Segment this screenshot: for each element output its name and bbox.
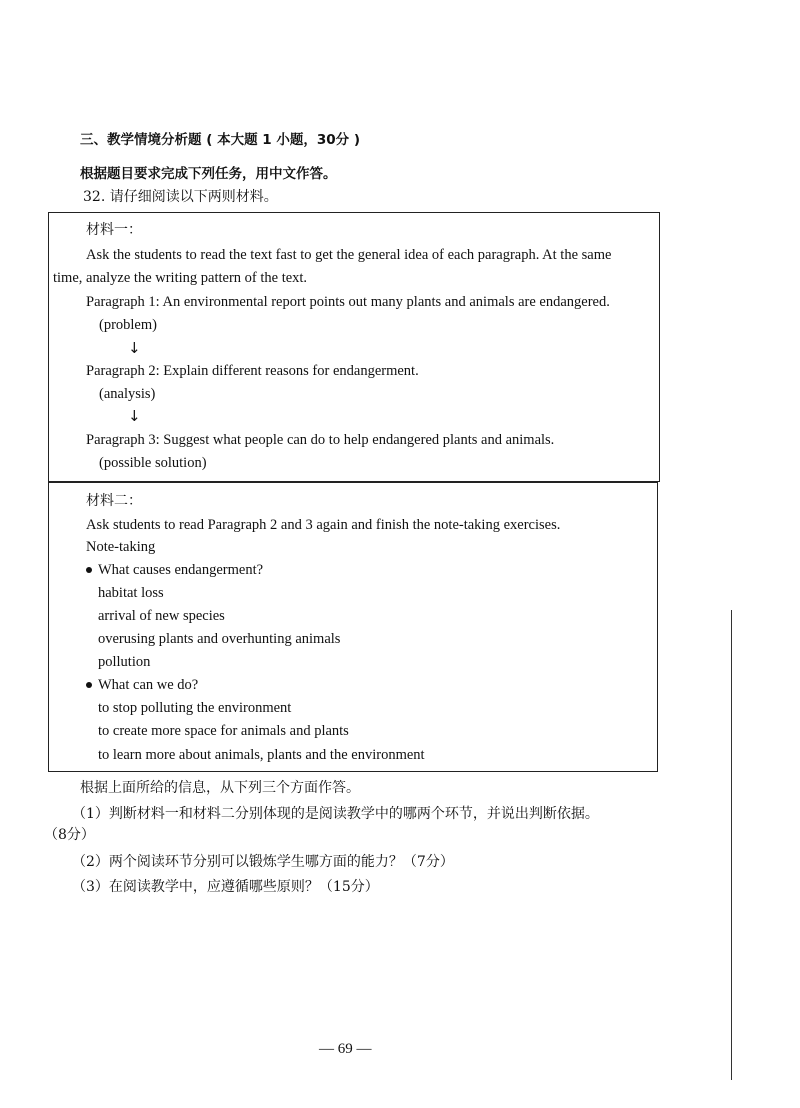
task-one-line1: （1）判断材料一和材料二分别体现的是阅读教学中的哪两个环节，并说出判断依据。 bbox=[72, 806, 599, 822]
cause-item: habitat loss bbox=[98, 585, 164, 601]
material-one-intro-line1: Ask the students to read the text fast to get the general idea of each paragraph. At the same bbox=[86, 247, 612, 263]
question-number-text: 32. 请仔细阅读以下两则材料。 bbox=[83, 189, 278, 205]
task-three: （3）在阅读教学中，应遵循哪些原则？（15分） bbox=[72, 879, 379, 895]
material-two-intro: Ask students to read Paragraph 2 and 3 again and finish the note-taking exercises. bbox=[86, 517, 561, 533]
action-item: to learn more about animals, plants and the environment bbox=[98, 747, 425, 763]
down-arrow-icon: ↓ bbox=[128, 339, 141, 357]
bullet-icon bbox=[86, 567, 92, 573]
paragraph-one-tag: (problem) bbox=[99, 317, 157, 333]
note-taking-heading: Note-taking bbox=[86, 539, 156, 555]
material-one-intro-line2: time, analyze the writing pattern of the text. bbox=[53, 270, 308, 286]
task-one-line2: （8分） bbox=[44, 827, 95, 843]
section-instruction: 根据题目要求完成下列任务，用中文作答。 bbox=[80, 166, 337, 182]
page-number: — 69 — bbox=[319, 1041, 372, 1057]
tasks-intro: 根据上面所给的信息，从下列三个方面作答。 bbox=[80, 780, 360, 796]
paragraph-two-tag: (analysis) bbox=[99, 386, 156, 402]
material-two-label: 材料二： bbox=[86, 493, 142, 509]
action-item: to create more space for animals and plants bbox=[98, 723, 349, 739]
paragraph-two-text: Paragraph 2: Explain different reasons for endangerment. bbox=[86, 363, 419, 379]
scan-edge-line bbox=[731, 610, 732, 1080]
cause-item: pollution bbox=[98, 654, 151, 670]
bullet-icon bbox=[86, 682, 92, 688]
action-item: to stop polluting the environment bbox=[98, 700, 292, 716]
down-arrow-icon: ↓ bbox=[128, 407, 141, 425]
task-two: （2）两个阅读环节分别可以锻炼学生哪方面的能力？（7分） bbox=[72, 854, 454, 870]
note-question-causes: What causes endangerment? bbox=[86, 561, 263, 579]
cause-item: overusing plants and overhunting animals bbox=[98, 631, 341, 647]
cause-item: arrival of new species bbox=[98, 608, 225, 624]
paragraph-three-tag: (possible solution) bbox=[99, 455, 207, 471]
material-one-label: 材料一： bbox=[86, 222, 142, 238]
paragraph-one-text: Paragraph 1: An environmental report points out many plants and animals are endangered. bbox=[86, 294, 610, 310]
paragraph-three-text: Paragraph 3: Suggest what people can do to help endangered plants and animals. bbox=[86, 432, 555, 448]
section-heading: 三、教学情境分析题 ( 本大题 1 小题，30分 ) bbox=[80, 132, 361, 148]
note-question-actions: What can we do? bbox=[86, 676, 198, 694]
